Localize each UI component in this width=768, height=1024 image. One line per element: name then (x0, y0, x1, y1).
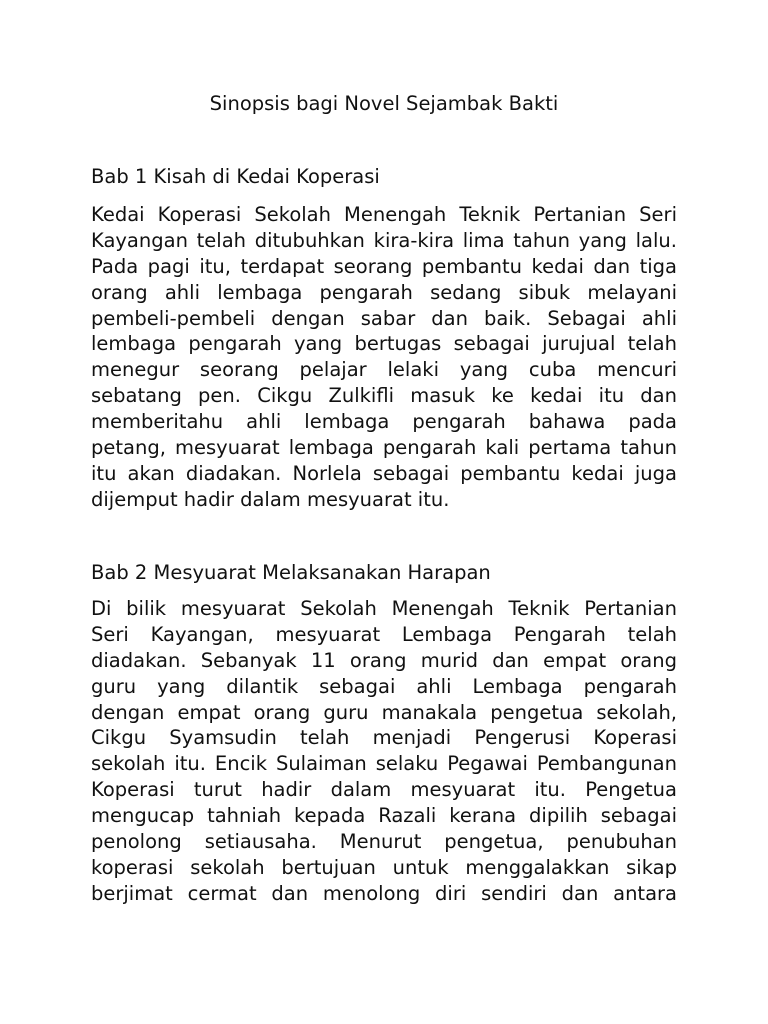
paragraph-line: diadakan. Sebanyak 11 orang murid dan empat orang (91, 648, 677, 672)
paragraph-line: guru yang dilantik sebagai ahli Lembaga pengarah (91, 674, 677, 698)
paragraph-line: itu akan diadakan. Norlela sebagai pembantu kedai juga (91, 461, 677, 485)
chapter-2-paragraph (91, 596, 677, 907)
paragraph-line: Kedai Koperasi Sekolah Menengah Teknik Pertanian Seri (91, 203, 677, 226)
paragraph-line: penolong setiausaha. Menurut pengetua, penubuhan (91, 830, 677, 854)
paragraph-line: mengucap tahniah kepada Razali kerana dipilih sebagai (91, 804, 677, 828)
paragraph-line: Pada pagi itu, terdapat seorang pembantu kedai dan tiga (91, 254, 677, 278)
paragraph-line: menegur seorang pelajar lelaki yang cuba mencuri (91, 358, 677, 382)
chapter-1-heading: Bab 1 Kisah di Kedai Koperasi (91, 165, 380, 188)
paragraph-line: Cikgu Syamsudin telah menjadi Pengerusi Koperasi (91, 726, 677, 750)
paragraph-line: dengan empat orang guru manakala pengetua sekolah, (91, 700, 677, 724)
paragraph-line: Seri Kayangan, mesyuarat Lembaga Pengarah telah (91, 622, 677, 646)
document-title: Sinopsis bagi Novel Sejambak Bakti (209, 92, 559, 115)
chapter-1-paragraph (91, 202, 677, 513)
paragraph-line: Kayangan telah ditubuhkan kira-kira lima tahun yang lalu. (91, 228, 677, 252)
paragraph-line: pembeli-pembeli dengan sabar dan baik. Sebagai ahli (91, 306, 677, 330)
paragraph-line: dijemput hadir dalam mesyuarat itu. (91, 487, 450, 511)
paragraph-line: sekolah itu. Encik Sulaiman selaku Pegawai Pembangunan (91, 752, 677, 776)
paragraph-line: Koperasi turut hadir dalam mesyuarat itu. Pengetua (91, 778, 677, 802)
chapter-2-heading: Bab 2 Mesyuarat Melaksanakan Harapan (91, 561, 491, 584)
paragraph-line: berjimat cermat dan menolong diri sendiri dan antara (91, 881, 677, 905)
paragraph-line: memberitahu ahli lembaga pengarah bahawa pada (91, 410, 677, 434)
paragraph-line: lembaga pengarah yang bertugas sebagai jurujual telah (91, 332, 677, 356)
paragraph-line: koperasi sekolah bertujuan untuk menggalakkan sikap (91, 855, 677, 879)
paragraph-line: orang ahli lembaga pengarah sedang sibuk melayani (91, 280, 677, 304)
paragraph-line: petang, mesyuarat lembaga pengarah kali pertama tahun (91, 436, 677, 460)
paragraph-line: Di bilik mesyuarat Sekolah Menengah Teknik Pertanian (91, 597, 677, 620)
paragraph-line: sebatang pen. Cikgu Zulkifli masuk ke kedai itu dan (91, 384, 677, 408)
